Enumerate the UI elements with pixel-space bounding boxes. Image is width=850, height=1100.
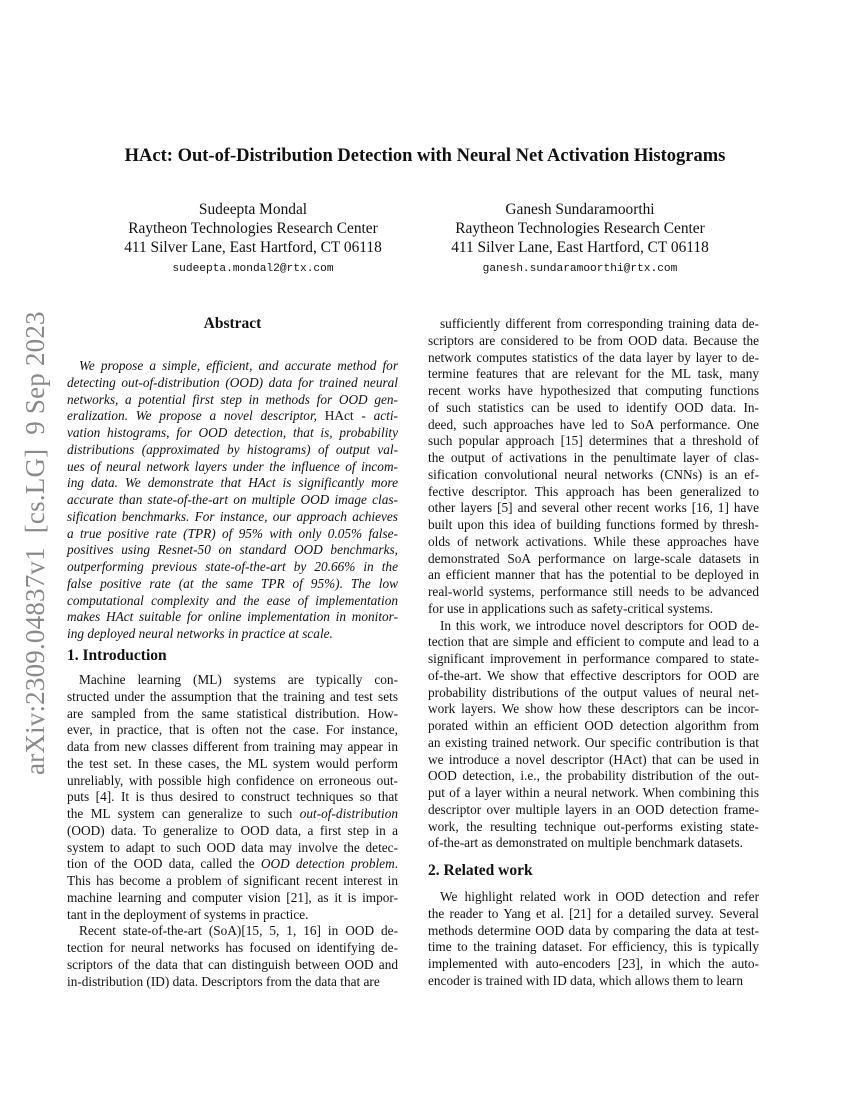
text-line: distributions (approximated by histograms) of output val- bbox=[67, 441, 398, 457]
text-line: implemented with auto-encoders [23], in which the auto- bbox=[428, 956, 759, 971]
emphasis: out-of-distribution bbox=[299, 806, 398, 821]
text-line: real-world systems, performance still needs to be advanced bbox=[428, 584, 759, 599]
text-line: (OOD) data. To generalize to OOD data, a first step in a bbox=[67, 822, 398, 838]
text-line: of-the-art. We show that effective descriptors for OOD are bbox=[428, 667, 759, 683]
text-line: porated within an efficient OOD detection algorithm from bbox=[428, 718, 759, 733]
text-line: Recent state-of-the-art (SoA)[15, 5, 1, 16] in OOD de- bbox=[79, 923, 398, 939]
text-line: the reader to Yang et al. [21] for a detailed survey. Several bbox=[428, 905, 759, 921]
text-line: This has become a problem of significant recent interest in bbox=[67, 873, 398, 888]
paper-title: HAct: Out-of-Distribution Detection with Neural Net Activation Histograms bbox=[124, 146, 726, 166]
text-line: We highlight related work in OOD detection and refer bbox=[440, 889, 759, 904]
text-line: Machine learning (ML) systems are typically con- bbox=[79, 672, 398, 687]
text-line: the test set. In these cases, the ML system would perform bbox=[67, 755, 398, 771]
text-line: We propose a simple, efficient, and accurate method for bbox=[79, 358, 398, 373]
author-block-2 bbox=[415, 200, 745, 279]
text-line: an efficient manner that has the potential to be deployed in bbox=[428, 567, 759, 583]
text-line: a true positive rate (TPR) of 95% with only 0.05% false- bbox=[67, 525, 398, 541]
author-address: 411 Silver Lane, East Hartford, CT 06118 bbox=[124, 239, 382, 256]
text-line: descriptor over multiple layers in an OOD detection frame- bbox=[428, 801, 759, 817]
text-line: system to adapt to such OOD data may involve the detec- bbox=[67, 839, 398, 855]
text-line: sification convolutional neural networks (CNNs) is an ef- bbox=[428, 466, 759, 482]
author-affiliation: Raytheon Technologies Research Center bbox=[128, 220, 378, 237]
text-line: machine learning and computer vision [21], as it is impor- bbox=[67, 889, 398, 905]
text-line: an existing trained network. Our specific contribution is that bbox=[428, 734, 759, 750]
text-line: olds of network activations. While these approaches have bbox=[428, 533, 759, 549]
text-line: network computes statistics of the data layer by layer to de- bbox=[428, 349, 759, 365]
text-line: tection that are simple and efficient to compute and lead to a bbox=[428, 634, 759, 650]
text-line: deed, such approaches have led to SoA performance. One bbox=[428, 416, 759, 432]
text-line: demonstrated SoA performance on large-scale datasets in bbox=[428, 550, 759, 566]
author-name: Sudeepta Mondal bbox=[198, 201, 308, 218]
text-line: scriptors are considered to be from OOD data. Because the bbox=[428, 332, 759, 348]
arxiv-stamp: arXiv:2309.04837v1 [cs.LG] 9 Sep 2023 bbox=[20, 311, 50, 775]
text-line: we introduce a novel descriptor (HAct) that can be used in bbox=[428, 751, 759, 767]
text-line: other layers [5] and several other recent works [16, 1] have bbox=[428, 500, 759, 516]
text-segment: the ML system can generalize to such bbox=[67, 806, 300, 821]
text-line: false positive rate (at the same TPR of 95%). The low bbox=[67, 575, 398, 591]
related-work-heading: 2. Related work bbox=[428, 862, 533, 879]
text-line: in-distribution (ID) data. Descriptors from the data that are bbox=[67, 973, 380, 989]
text-line: encoder is trained with ID data, which allows them to learn bbox=[428, 972, 743, 988]
text-segment: HAct bbox=[324, 408, 354, 424]
text-line: of such statistics can be used to identify OOD data. In- bbox=[428, 399, 759, 415]
text-line: methods determine OOD data by comparing the data at test- bbox=[428, 922, 759, 938]
text-line: sufficiently different from corresponding training data de- bbox=[440, 316, 759, 331]
text-line bbox=[67, 408, 398, 425]
text-line: built upon this idea of building functions formed by thresh- bbox=[428, 517, 759, 532]
text-line: work layers. We show how these descriptors can be incor- bbox=[428, 701, 759, 717]
text-line: for use in applications such as safety-critical systems. bbox=[428, 600, 714, 616]
text-line bbox=[67, 806, 398, 823]
text-line: detecting out-of-distribution (OOD) data for trained neural bbox=[67, 374, 398, 390]
text-line: tection for neural networks has focused on identifying de- bbox=[67, 940, 398, 955]
text-line: the output of activations in the penultimate layer of clas- bbox=[428, 450, 759, 465]
text-line: data from new classes different from training may appear in bbox=[67, 739, 398, 754]
right-column-body bbox=[428, 316, 759, 852]
text-line: puts [4]. It is thus desired to construct techniques so that bbox=[67, 789, 398, 805]
text-line: tant in the deployment of systems in practice. bbox=[67, 906, 309, 922]
text-line: probability distributions of the output values of neural net- bbox=[428, 684, 759, 700]
intro-body bbox=[67, 672, 398, 990]
text-line: sification benchmarks. For instance, our approach achieves bbox=[67, 508, 398, 524]
text-line: networks, a potential first step in methods for OOD gen- bbox=[67, 391, 398, 407]
text-line: fective descriptor. This approach has been generalized to bbox=[428, 483, 759, 499]
author-email[interactable]: sudeepta.mondal2@rtx.com bbox=[172, 263, 334, 275]
text-segment: - acti- bbox=[353, 408, 398, 424]
text-line: computational complexity and the ease of implementation bbox=[67, 592, 398, 608]
text-line: time to the training dataset. For efficiency, this is typically bbox=[428, 939, 759, 955]
text-line: ing data. We demonstrate that HAct is significantly more bbox=[67, 475, 398, 491]
text-line: ues of neural network layers under the influence of incom- bbox=[67, 458, 398, 474]
text-line: makes HAct suitable for online implementation in monitor- bbox=[67, 609, 398, 625]
author-name: Ganesh Sundaramoorthi bbox=[505, 201, 655, 218]
text-segment: eralization. We propose a novel descriptor, bbox=[67, 408, 325, 424]
abstract-body bbox=[67, 358, 398, 643]
text-line bbox=[67, 856, 398, 873]
text-line: recent works have hypothesized that computing functions bbox=[428, 383, 759, 398]
author-affiliation: Raytheon Technologies Research Center bbox=[455, 220, 705, 237]
text-line: termine features that are relevant for the ML task, many bbox=[428, 366, 759, 382]
text-line: OOD detection, i.e., the probability distribution of the out- bbox=[428, 768, 759, 784]
author-block-1 bbox=[88, 200, 418, 279]
abstract-heading: Abstract bbox=[203, 315, 262, 332]
text-line: outperforming previous state-of-the-art by 20.66% in the bbox=[67, 559, 398, 574]
related-work-body bbox=[428, 889, 759, 990]
text-line: positives using Resnet-50 on standard OOD benchmarks, bbox=[67, 542, 398, 558]
text-line: structed under the assumption that the training and test sets bbox=[67, 688, 398, 704]
author-email[interactable]: ganesh.sundaramoorthi@rtx.com bbox=[482, 263, 678, 275]
text-segment: . bbox=[394, 856, 399, 872]
text-line: unreliably, with possible high confidence on erroneous out- bbox=[67, 772, 398, 788]
text-line: significant improvement in performance compared to state- bbox=[428, 651, 759, 666]
text-line: work, the resulting technique out-performs existing state- bbox=[428, 818, 759, 834]
text-line: vation histograms, for OOD detection, that is, probability bbox=[67, 425, 398, 440]
text-segment: tion of the OOD data, called the bbox=[67, 856, 261, 872]
text-line: ever, in practice, that is often not the case. For instance, bbox=[67, 722, 398, 738]
text-line: put of a layer within a neural network. When combining this bbox=[428, 785, 759, 800]
author-address: 411 Silver Lane, East Hartford, CT 06118 bbox=[451, 239, 709, 256]
text-line: of-the-art as demonstrated on multiple benchmark datasets. bbox=[428, 835, 743, 851]
text-line: are sampled from the same statistical distribution. How- bbox=[67, 705, 398, 721]
text-line: such popular approach [15] determines that a threshold of bbox=[428, 433, 759, 449]
text-line: ing deployed neural networks in practice at scale. bbox=[67, 626, 333, 641]
text-line: In this work, we introduce novel descriptors for OOD de- bbox=[440, 617, 759, 633]
text-line: scriptors of the data that can distinguish between OOD and bbox=[67, 956, 398, 972]
emphasis: OOD detection problem bbox=[260, 856, 395, 872]
intro-heading: 1. Introduction bbox=[67, 647, 167, 664]
text-line: accurate than state-of-the-art on multiple OOD image clas- bbox=[67, 492, 398, 507]
